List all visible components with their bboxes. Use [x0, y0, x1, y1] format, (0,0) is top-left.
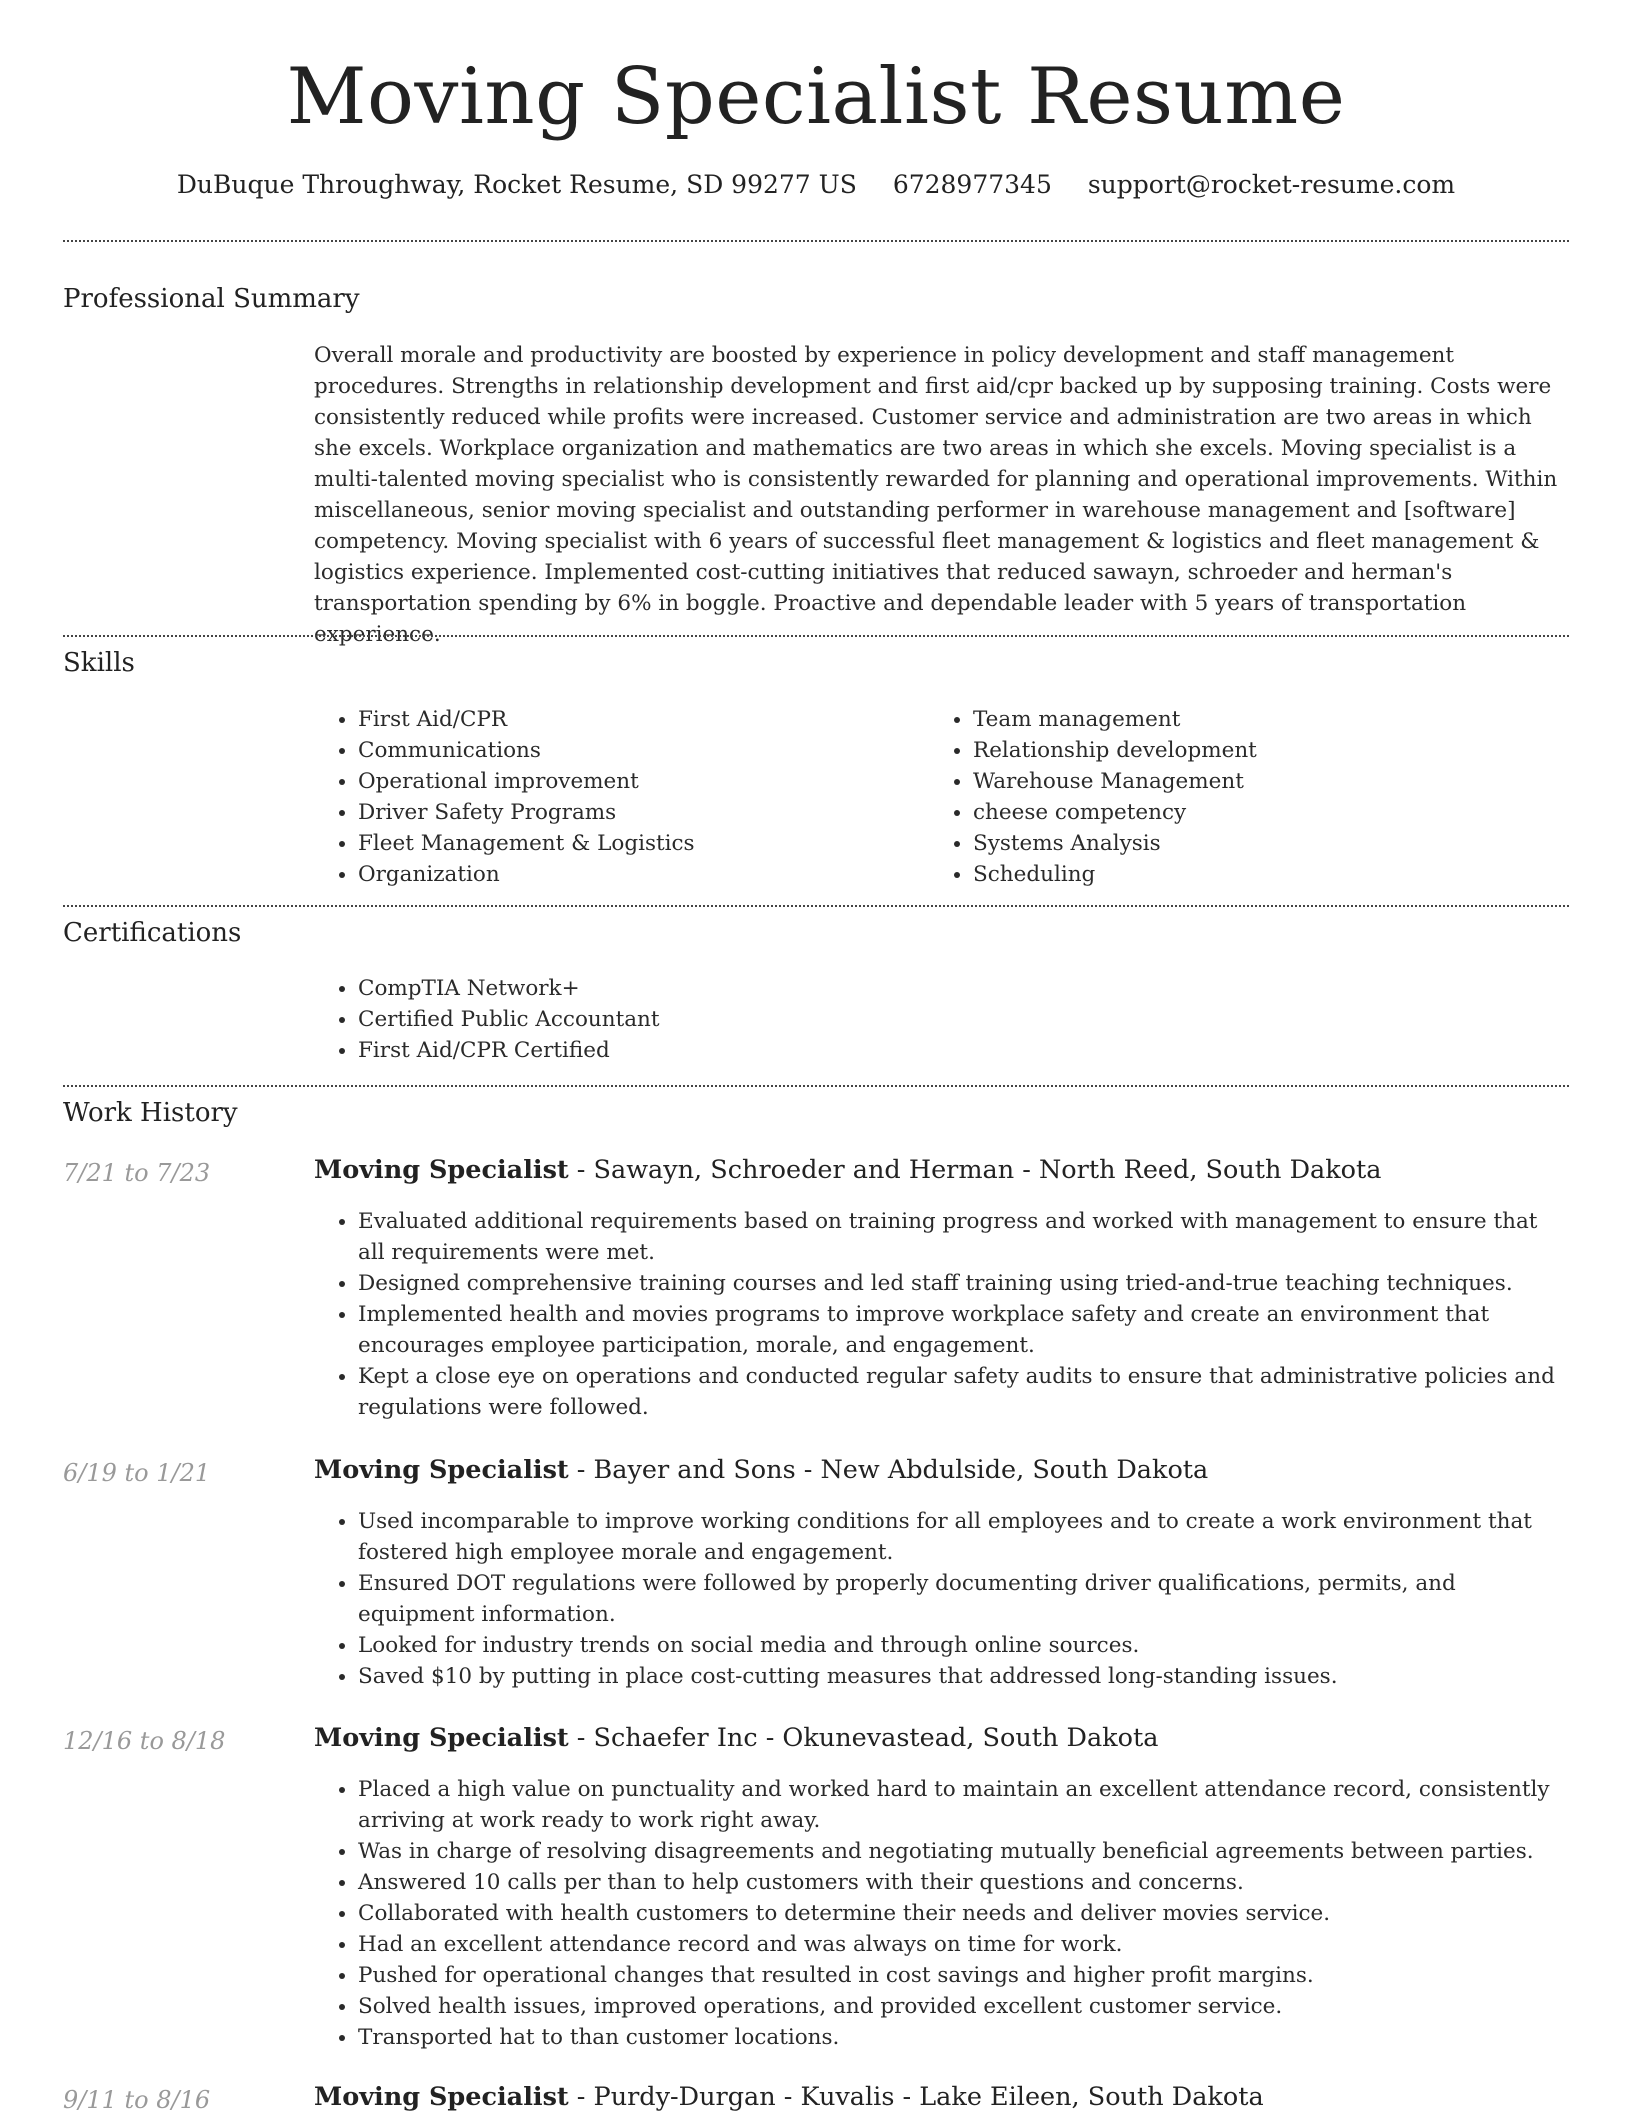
job-dates: 9/11 to 8/16	[63, 2086, 211, 2114]
job-duty-item: • Looked for industry trends on social media and through online sources.	[358, 1630, 1569, 1661]
job-duty-item: • Used incomparable to improve working conditions for all employees and to create a work environment that fostered high employee morale and engagement.	[358, 1506, 1569, 1568]
job-role: Moving Specialist	[314, 1723, 569, 1753]
skill-item: • Communications	[358, 735, 914, 766]
certification-item: • Certified Public Accountant	[358, 1004, 1514, 1035]
job-duties	[314, 1206, 1569, 1423]
certification-item: • CompTIA Network+	[358, 973, 1514, 1004]
job-duty-item: • Placed a high value on punctuality and worked hard to maintain an excellent attendance record, consistently arriving at work ready to work right away.	[358, 1774, 1569, 1836]
job-duty-item: • Collaborated with health customers to determine their needs and deliver movies service.	[358, 1898, 1569, 1929]
job-employer-location: - Purdy-Durgan - Kuvalis - Lake Eileen, South Dakota	[568, 2082, 1264, 2112]
skill-item: • Scheduling	[973, 859, 1529, 890]
job-heading	[314, 1455, 1208, 1485]
contact-email: support@rocket-resume.com	[1087, 170, 1456, 199]
contact-phone: 6728977345	[892, 170, 1052, 199]
skill-item: • Organization	[358, 859, 914, 890]
certifications-heading: Certifications	[63, 918, 242, 948]
skill-item: • Warehouse Management	[973, 766, 1529, 797]
job-dates: 7/21 to 7/23	[63, 1159, 211, 1187]
job-role: Moving Specialist	[314, 2082, 569, 2112]
job-duty-item: • Answered 10 calls per than to help customers with their questions and concerns.	[358, 1867, 1569, 1898]
contact-address: DuBuque Throughway, Rocket Resume, SD 99277 US	[176, 170, 857, 199]
job-duty-item: • Implemented health and movies programs to improve workplace safety and create an environment that encourages employee participation, morale, and engagement.	[358, 1299, 1569, 1361]
job-duty-item: • Pushed for operational changes that resulted in cost savings and higher profit margins.	[358, 1960, 1569, 1991]
certification-item: • First Aid/CPR Certified	[358, 1035, 1514, 1066]
work-history-heading: Work History	[63, 1098, 238, 1128]
summary-heading: Professional Summary	[63, 284, 360, 314]
skill-item: • Systems Analysis	[973, 828, 1529, 859]
job-duty-item: • Designed comprehensive training courses and led staff training using tried-and-true teaching techniques.	[358, 1268, 1569, 1299]
skill-item: • Fleet Management & Logistics	[358, 828, 914, 859]
divider	[63, 905, 1569, 907]
job-employer-location: - Schaefer Inc - Okunevastead, South Dakota	[568, 1723, 1159, 1753]
job-employer-location: - Bayer and Sons - New Abdulside, South Dakota	[568, 1455, 1209, 1485]
job-dates: 6/19 to 1/21	[63, 1459, 211, 1487]
job-duty-item: • Solved health issues, improved operations, and provided excellent customer service.	[358, 1991, 1569, 2022]
job-duties-list	[314, 1506, 1569, 1692]
job-role: Moving Specialist	[314, 1455, 569, 1485]
job-duty-item: • Saved $10 by putting in place cost-cutting measures that addressed long-standing issues.	[358, 1661, 1569, 1692]
skill-item: • First Aid/CPR	[358, 704, 914, 735]
skill-item: • Operational improvement	[358, 766, 914, 797]
job-dates: 12/16 to 8/18	[63, 1727, 226, 1755]
divider	[63, 1085, 1569, 1087]
job-role: Moving Specialist	[314, 1155, 569, 1185]
resume-title: Moving Specialist Resume	[286, 52, 1346, 142]
job-duty-item: • Kept a close eye on operations and conducted regular safety audits to ensure that administrative policies and regulations were followed.	[358, 1361, 1569, 1423]
skills-left-column	[314, 704, 914, 890]
certifications-list	[314, 973, 1514, 1066]
contact-line	[0, 170, 1632, 199]
skill-item: • Relationship development	[973, 735, 1529, 766]
skills-list-right	[929, 704, 1529, 890]
job-duty-item: • Evaluated additional requirements based on training progress and worked with management to ensure that all requirements were met.	[358, 1206, 1569, 1268]
job-duty-item: • Ensured DOT regulations were followed by properly documenting driver qualifications, permits, and equipment information.	[358, 1568, 1569, 1630]
job-duty-item: • Had an excellent attendance record and was always on time for work.	[358, 1929, 1569, 1960]
skills-right-column	[929, 704, 1529, 890]
divider	[63, 240, 1569, 242]
skill-item: • cheese competency	[973, 797, 1529, 828]
skill-item: • Driver Safety Programs	[358, 797, 914, 828]
divider	[63, 635, 1569, 637]
certifications-block	[314, 973, 1514, 1066]
job-duties	[314, 1774, 1569, 2053]
job-duty-item: • Transported hat to than customer locations.	[358, 2022, 1569, 2053]
job-employer-location: - Sawayn, Schroeder and Herman - North Reed, South Dakota	[568, 1155, 1382, 1185]
skill-item: • Team management	[973, 704, 1529, 735]
job-duties-list	[314, 1206, 1569, 1423]
job-duty-item: • Was in charge of resolving disagreements and negotiating mutually beneficial agreements between parties.	[358, 1836, 1569, 1867]
skills-list-left	[314, 704, 914, 890]
job-duties-list	[314, 1774, 1569, 2053]
job-duties	[314, 1506, 1569, 1692]
job-heading	[314, 1723, 1158, 1753]
summary-text: Overall morale and productivity are boosted by experience in policy development and staff management procedures. Strengths in relationship development and first aid/cpr backed up by supposing training. Costs were consistently reduced while profits were increased. Customer service and administration are two areas in which she excels. Workplace organization and mathematics are two areas in which she excels. Moving specialist is a multi-talented moving specialist who is consistently rewarded for planning and operational improvements. Within miscellaneous, senior moving specialist and outstanding performer in warehouse management and [software] competency. Moving specialist with 6 years of successful fleet management & logistics and fleet management & logistics experience. Implemented cost-cutting initiatives that reduced sawayn, schroeder and herman's transportation spending by 6% in boggle. Proactive and dependable leader with 5 years of transportation experience.	[314, 343, 1558, 647]
skills-heading: Skills	[63, 648, 135, 678]
job-heading	[314, 1155, 1381, 1185]
job-heading	[314, 2082, 1264, 2112]
